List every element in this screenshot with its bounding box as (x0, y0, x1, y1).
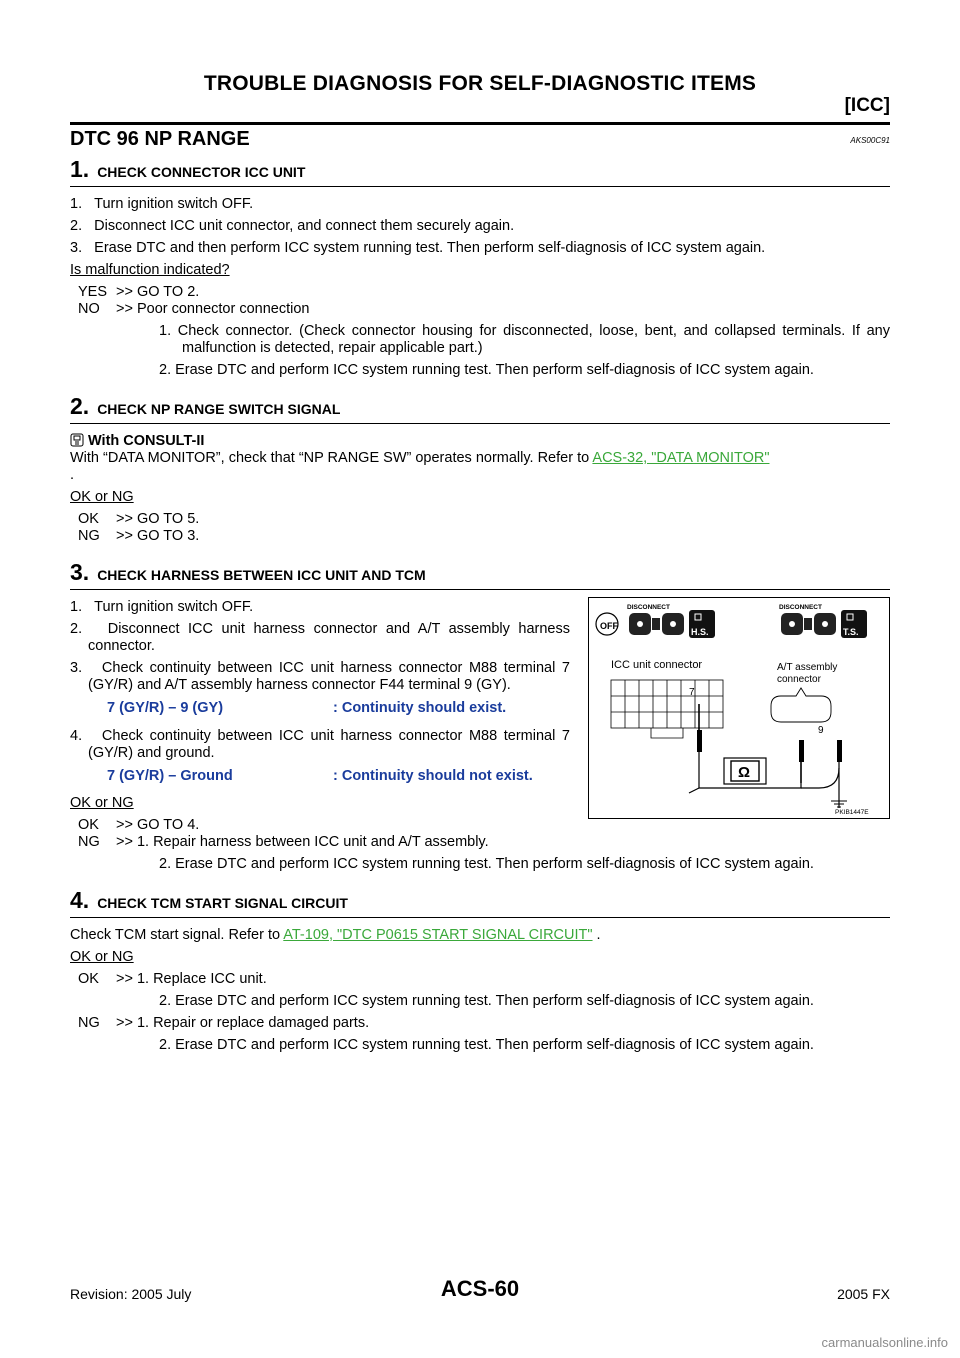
result-action: >> 1. Replace ICC unit. (116, 971, 267, 987)
result-substep: 2. Erase DTC and perform ICC system running test. Then perform self-diagnosis of ICC system again. (159, 993, 814, 1009)
connector-diagram (588, 597, 890, 819)
result-action: >> 1. Repair or replace damaged parts. (116, 1015, 370, 1031)
connector-diagram-svg (589, 598, 889, 818)
icc-connector-label: ICC unit connector (611, 659, 703, 671)
dtc-title-row (70, 128, 890, 154)
result-ok (78, 971, 890, 988)
hs-label: H.S. (691, 627, 709, 637)
result-ok (78, 511, 890, 528)
list-item: 2. Disconnect ICC unit harness connector and A/T assembly harness connector. (70, 621, 570, 654)
judgement-question: OK or NG (70, 795, 134, 811)
result-key: OK (78, 511, 99, 527)
pin-7-label: 7 (689, 687, 695, 698)
terminal-side-icon (841, 610, 867, 638)
dtc-code: AKS00C91 (850, 136, 890, 145)
step-2-heading (70, 393, 890, 424)
at-assembly-connector (771, 688, 831, 722)
ts-label: T.S. (843, 627, 859, 637)
list-item: 2. Disconnect ICC unit connector, and connect them securely again. (70, 218, 515, 234)
off-label: OFF (600, 621, 618, 631)
ignition-off-icon (596, 613, 618, 635)
header-rule (70, 122, 890, 125)
section-tag: [ICC] (844, 95, 890, 116)
spec-result: : Continuity should exist. (333, 700, 507, 716)
result-substep: 2. Erase DTC and perform ICC system running test. Then perform self-diagnosis of ICC system again. (159, 856, 814, 872)
result-action: >> GO TO 5. (116, 511, 200, 527)
spec-terminals: 7 (GY/R) – Ground (107, 768, 233, 784)
disconnect-icon (779, 604, 836, 635)
probe-tip (697, 730, 702, 752)
step-4 (70, 887, 890, 1054)
pin-9-label: 9 (818, 725, 824, 736)
step-title: CHECK NP RANGE SWITCH SIGNAL (97, 401, 341, 417)
result-key: NG (78, 834, 100, 850)
text-after-link: . (70, 467, 75, 483)
step-3-instructions-2 (70, 728, 570, 762)
result-action: >> GO TO 2. (116, 284, 200, 300)
step-3 (70, 559, 890, 873)
step-title: CHECK HARNESS BETWEEN ICC UNIT AND TCM (97, 567, 426, 583)
step-number: 1. (70, 156, 90, 182)
text-before-link: Check TCM start signal. Refer to (70, 927, 284, 943)
step-number: 3. (70, 559, 90, 585)
at-connector-label-2: connector (777, 674, 821, 685)
text-after-link: . (592, 927, 601, 943)
step-number: 4. (70, 887, 90, 913)
reference-link[interactable]: AT-109, "DTC P0615 START SIGNAL CIRCUIT" (283, 927, 593, 943)
reference-link[interactable]: ACS-32, "DATA MONITOR" (592, 450, 770, 466)
probe-tip (799, 740, 804, 762)
step-4-text (70, 927, 890, 944)
consult-icon (70, 433, 84, 447)
result-action: >> Poor connector connection (116, 301, 310, 317)
step-1 (70, 156, 890, 379)
result-action: >> GO TO 3. (116, 528, 200, 544)
text-before-link: With “DATA MONITOR”, check that “NP RANGE SW” operates normally. Refer to (70, 450, 593, 466)
ohm-symbol: Ω (738, 764, 751, 781)
spec-terminals: 7 (GY/R) – 9 (GY) (107, 700, 224, 716)
icc-unit-connector (611, 680, 723, 738)
probe-tip (837, 740, 842, 762)
judgement-question: OK or NG (70, 949, 134, 965)
footer-page-number: ACS-60 (440, 1276, 520, 1301)
page-title: TROUBLE DIAGNOSIS FOR SELF-DIAGNOSTIC ITEMS (203, 72, 757, 95)
step-2-text (70, 450, 890, 467)
dtc-title: DTC 96 NP RANGE (70, 128, 250, 150)
result-key: NG (78, 1015, 100, 1031)
disconnect-icon (627, 604, 684, 635)
footer-model: 2005 FX (837, 1286, 890, 1302)
result-yes (78, 284, 890, 301)
list-item: 3. Check continuity between ICC unit harness connector M88 terminal 7 (GY/R) and A/T assembly harness connector F44 terminal 9 (GY). (70, 660, 570, 693)
step-2-text-end (70, 467, 890, 484)
step-title: CHECK TCM START SIGNAL CIRCUIT (97, 895, 348, 911)
watermark: carmanualsonline.info (821, 1335, 948, 1350)
result-substep: 2. Erase DTC and perform ICC system running test. Then perform self-diagnosis of ICC system again. (159, 362, 814, 378)
at-connector-label: A/T assembly (777, 662, 838, 673)
consult-heading (70, 433, 890, 450)
step-1-heading (70, 156, 890, 187)
step-2 (70, 393, 890, 545)
footer-revision: Revision: 2005 July (70, 1286, 192, 1302)
result-key: OK (78, 971, 99, 987)
result-key: NO (78, 301, 100, 317)
main-content (70, 128, 890, 1059)
consult-label: With CONSULT-II (88, 433, 205, 449)
result-ng (78, 1015, 890, 1032)
result-no (78, 301, 890, 318)
spec-result: : Continuity should not exist. (333, 768, 533, 784)
step-number: 2. (70, 393, 90, 419)
ohmmeter-icon (724, 758, 766, 784)
disconnect-label: DISCONNECT (779, 604, 822, 611)
list-item: 3. Erase DTC and then perform ICC system running test. Then perform self-diagnosis of ICC system again. (70, 240, 766, 256)
step-title: CHECK CONNECTOR ICC UNIT (97, 164, 306, 180)
result-ng (78, 834, 890, 851)
list-item: 1. Turn ignition switch OFF. (70, 599, 254, 615)
step-4-heading (70, 887, 890, 918)
result-substep: 2. Erase DTC and perform ICC system running test. Then perform self-diagnosis of ICC system again. (159, 1037, 814, 1053)
result-key: YES (78, 284, 108, 300)
diagram-code: PKIB1447E (835, 809, 869, 816)
step-3-heading (70, 559, 890, 590)
result-ng (78, 528, 890, 545)
judgement-question: OK or NG (70, 489, 134, 505)
judgement-question: Is malfunction indicated? (70, 262, 230, 278)
list-item: 1. Turn ignition switch OFF. (70, 196, 254, 212)
result-action: >> 1. Repair harness between ICC unit and A/T assembly. (116, 834, 489, 850)
result-key: OK (78, 817, 99, 833)
disconnect-label: DISCONNECT (627, 604, 670, 611)
result-action: >> GO TO 4. (116, 817, 200, 833)
list-item: 4. Check continuity between ICC unit harness connector M88 terminal 7 (GY/R) and ground. (70, 728, 570, 761)
step-3-instructions (70, 599, 570, 694)
result-substep: 1. Check connector. (Check connector housing for disconnected, loose, bent, and collapsed terminals. If any malfunction is detected, repair applicable part.) (159, 323, 890, 356)
result-key: NG (78, 528, 100, 544)
harness-side-icon (689, 610, 715, 638)
test-probes (689, 704, 839, 808)
